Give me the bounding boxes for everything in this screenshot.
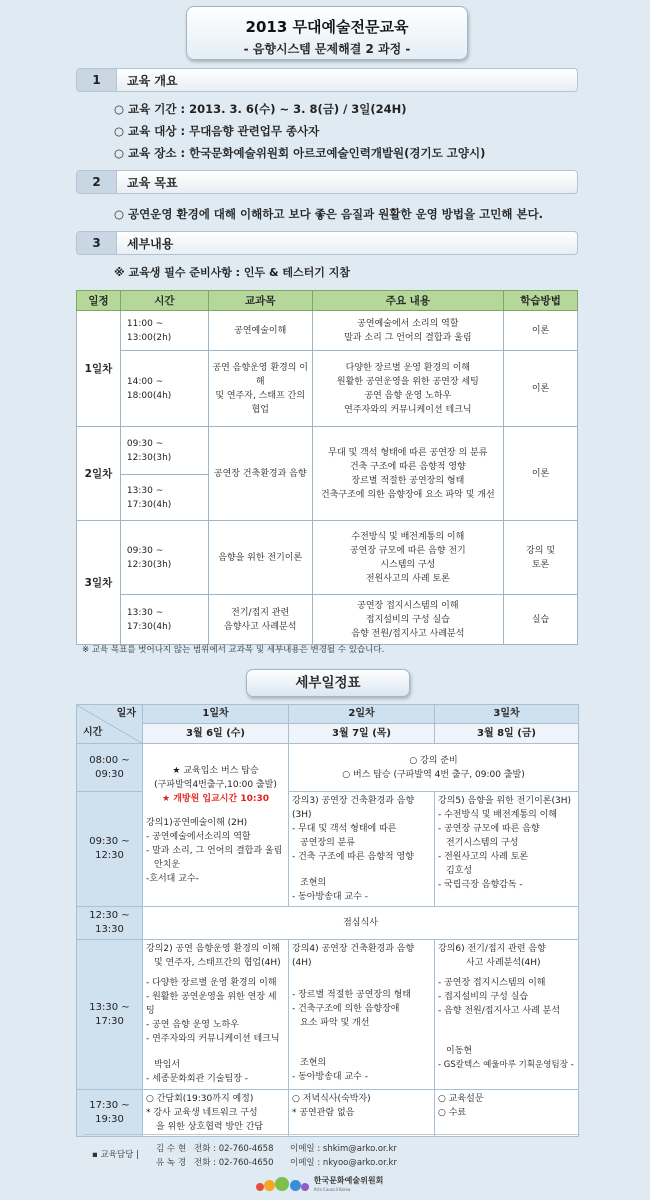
time-line: 17:30 ~ [89, 1100, 130, 1111]
time-line: 13:30 [95, 924, 124, 935]
lecture-3-cell [289, 792, 435, 907]
content-line: 음향 전원/접지사고 사례분석 [351, 628, 465, 639]
section-number: 1 [77, 69, 117, 91]
contact-label: ▪ 교육담당 | [92, 1150, 139, 1160]
header-content: 주요 내용 [312, 291, 504, 311]
prep-line: ○ 버스 탑승 (구파발역 4번 출구, 09:00 출발) [342, 769, 525, 780]
time-cell: 13:30 ~ 17:30(4h) [120, 475, 208, 521]
section-number: 3 [77, 232, 117, 254]
lecturer-affiliation: -호서대 교수- [146, 874, 199, 884]
content-line: 다양한 장르별 운영 환경의 이해 [345, 362, 471, 373]
time-cell [77, 940, 143, 1090]
course-table-header [77, 291, 578, 311]
lunch-cell: 점심식사 [143, 907, 579, 940]
lecturer-name: 안치운 [154, 860, 181, 870]
lecture-4-cell [289, 940, 435, 1090]
evening-line: 을 위한 상호협력 방안 간담 [156, 1122, 264, 1132]
overview-target: ○ 교육 대상 : 무대음향 관련업무 종사자 [114, 124, 320, 138]
table-row [77, 427, 578, 475]
header-day: 일정 [77, 291, 121, 311]
content-line: 연주자와의 커뮤니케이션 테크닉 [344, 404, 472, 415]
content-line: 건축구조에 의한 음향장애 요소 파악 및 개선 [321, 489, 495, 500]
lecturer-name: 이동현 [446, 1046, 473, 1056]
subject-line: 전기/접지 관련 [231, 607, 290, 618]
overview-location: ○ 교육 장소 : 한국문화예술위원회 아르코예술인력개발원(경기도 고양시) [114, 146, 486, 160]
method-cell: 이론 [504, 427, 578, 521]
evening-line: ○ 저녁식사(숙박자) [292, 1094, 371, 1104]
table-row [77, 351, 578, 427]
section-number: 2 [77, 171, 117, 193]
subject-line: 공연 음향운영 환경의 이해 [212, 362, 308, 387]
lecture-item: - 공연장 규모에 따른 음향 [438, 824, 540, 834]
time-cell: 09:30 ~ 12:30(3h) [120, 427, 208, 475]
content-cell [312, 521, 504, 595]
evening-line: * 강사 교육생 네트워크 구성 [146, 1108, 258, 1118]
table-row [77, 940, 579, 1090]
subject-cell [208, 595, 312, 645]
lecture-title: 강의4) 공연장 건축환경과 음향(4H) [292, 944, 415, 968]
lecture-item: - 연주자와의 커뮤니케이션 테크닉 [146, 1034, 280, 1044]
lecture-item: 요소 파악 및 개선 [300, 1018, 370, 1028]
method-cell: 실습 [504, 595, 578, 645]
table-row [77, 744, 579, 792]
lecture-5-cell [435, 792, 579, 907]
lecture-title: 및 연주자, 스태프간의 협업(4H) [154, 958, 281, 968]
table-row [77, 1090, 579, 1137]
overview-period: ○ 교육 기간 : 2013. 3. 6(수) ~ 3. 8(금) / 3일(24H) [114, 102, 407, 116]
subject-cell [208, 351, 312, 427]
content-line: 공연장 규모에 따른 음향 전기 [349, 545, 466, 556]
lecture-item: - 다양한 장르별 운영 환경의 이해 [146, 978, 277, 988]
day-cell: 2일차 [77, 427, 121, 521]
lecture-1-title: 강의1)공연예술이해 (2H) [146, 818, 248, 828]
content-line: 접지설비의 구성 실습 [365, 614, 450, 625]
lecturer-affiliation: - 세종문화회관 기술팀장 - [146, 1074, 249, 1084]
lecture-item: - 전원사고의 사례 토론 [438, 852, 529, 862]
method-cell: 이론 [504, 311, 578, 351]
time-cell [77, 744, 143, 792]
section-label: 교육 목표 [127, 175, 178, 190]
evening-line: ○ 간담회(19:30까지 예정) [146, 1094, 254, 1104]
schedule-day-row [77, 705, 579, 724]
content-line: 무대 및 객석 형태에 따른 공연장 의 분류 [328, 447, 488, 458]
day1-arrival-cell [143, 744, 289, 907]
lecture-item: - 건축구조에 의한 음향장애 [292, 1004, 400, 1014]
lecture-title: 강의3) 공연장 건축환경과 음향(3H) [292, 796, 415, 820]
time-cell: 13:30 ~ 17:30(4h) [120, 595, 208, 645]
day-cell: 1일차 [77, 311, 121, 427]
logo-icon [256, 1177, 306, 1194]
subject-cell: 음향을 위한 전기이론 [208, 521, 312, 595]
evening-day1-cell [143, 1090, 289, 1137]
lecture-item: - 음향 전원/접지사고 사례 분석 [438, 1006, 561, 1016]
check-in-time: ★ 개방원 입교시간 10:30 [162, 794, 269, 804]
lecture-item: 전기시스템의 구성 [446, 838, 519, 848]
schedule-table [76, 704, 579, 1137]
time-cell: 11:00 ~ 13:00(2h) [120, 311, 208, 351]
content-line: 수전방식 및 배전계통의 이해 [351, 531, 465, 542]
subject-line: 및 연주자, 스태프 간의 협업 [215, 390, 306, 415]
corner-time: 시간 [83, 727, 103, 738]
date-header: 3월 7일 (목) [289, 724, 435, 744]
lecture-item: - 건축 구조에 따른 음향적 영향 [292, 852, 414, 862]
lecture-item: - 장르별 적절한 공연장의 형태 [292, 990, 412, 1000]
lecturer-name: 조현의 [300, 1058, 327, 1068]
org-logo [256, 1176, 383, 1194]
lecture-title: 강의5) 음향을 위한 전기이론(3H) [438, 796, 571, 806]
lecture-item: - 무대 및 객석 형태에 따른 [292, 824, 397, 834]
lecture-title: 강의2) 공연 음향운영 환경의 이해 [146, 944, 280, 954]
date-header: 3월 6일 (수) [143, 724, 289, 744]
corner-day: 일자 [116, 708, 136, 719]
course-table [76, 290, 578, 645]
prep-note: ※ 교육생 필수 준비사항 : 인두 & 테스터기 지참 [114, 266, 350, 279]
goal-text: ○ 공연운영 환경에 대해 이해하고 보다 좋은 음질과 원활한 운영 방법을 고민해 본다. [114, 207, 544, 221]
evening-line: ○ 교육설문 [438, 1094, 484, 1104]
corner-cell [77, 705, 143, 744]
time-line: 17:30 [95, 1015, 124, 1027]
lecture-1-item: - 말과 소리, 그 언어의 결합과 울림 [146, 846, 283, 856]
content-line: 건축 구조에 따른 음향적 영향 [349, 461, 466, 472]
content-cell [312, 595, 504, 645]
lecture-2-cell [143, 940, 289, 1090]
lecturer-affiliation: - 동아방송대 교수 - [292, 1072, 368, 1082]
time-line: 19:30 [95, 1114, 124, 1125]
lecture-1-item: - 공연예술에서소리의 역할 [146, 832, 251, 842]
contact-name: 김 수 현 [156, 1144, 187, 1154]
contact-phone: 전화 : 02-760-4658 [194, 1144, 274, 1154]
bus-boarding: ★ 교육입소 버스 탑승 [172, 766, 259, 776]
header-method: 학습방법 [504, 291, 578, 311]
org-sub: Arts Council Korea [313, 1187, 351, 1192]
evening-day2-cell [289, 1090, 435, 1137]
day-header: 3일차 [435, 705, 579, 724]
table-note: ※ 교육 목표를 벗어나지 않는 범위에서 교과목 및 세부내용은 변경될 수 있습니다. [82, 645, 385, 655]
lecture-item: - 공연장 접지시스템의 이해 [438, 978, 546, 988]
method-cell [504, 521, 578, 595]
bus-location: (구파발역4번출구,10:00 출발) [154, 780, 277, 790]
lecturer-affiliation: - GS칼텍스 예울마루 기획운영팀장 - [438, 1060, 574, 1070]
content-line: 말과 소리 그 언어의 결합과 울림 [344, 332, 472, 343]
content-cell [312, 351, 504, 427]
time-line: 12:30 ~ [89, 910, 130, 921]
footer-divider [84, 1134, 580, 1135]
content-line: 장르별 적절한 공연장의 형태 [351, 475, 465, 486]
section-label: 교육 개요 [127, 73, 178, 88]
lecture-item: - 접지설비의 구성 실습 [438, 992, 529, 1002]
table-row [77, 521, 578, 595]
time-line: 09:30 [95, 768, 124, 780]
content-line: 공연장 접지시스템의 이해 [357, 600, 459, 611]
contact-phone: 전화 : 02-760-4650 [194, 1158, 274, 1168]
time-cell [77, 907, 143, 940]
time-cell: 09:30 ~ 12:30(3h) [120, 521, 208, 595]
lecture-6-cell [435, 940, 579, 1090]
title-box [186, 6, 468, 60]
contact-email: 이메일 : nkyoo@arko.or.kr [290, 1158, 397, 1168]
time-line: 13:30 ~ [89, 1001, 130, 1013]
table-row [77, 311, 578, 351]
prep-line: ○ 강의 준비 [409, 755, 458, 766]
method-cell: 이론 [504, 351, 578, 427]
method-line: 토론 [531, 559, 550, 570]
content-line: 시스템의 구성 [380, 559, 436, 570]
lecture-title: 사고 사례분석(4H) [466, 958, 541, 968]
date-header: 3월 8일 (금) [435, 724, 579, 744]
header-time: 시간 [120, 291, 208, 311]
lecturer-name: 조현의 [300, 878, 327, 888]
schedule-date-row [77, 724, 579, 744]
page-subtitle: - 음향시스템 문제해결 2 과정 - [243, 42, 411, 56]
content-cell [312, 311, 504, 351]
evening-line: ○ 수료 [438, 1108, 467, 1118]
lecturer-affiliation: - 국립극장 음향감독 - [438, 880, 523, 890]
contact-email: 이메일 : shkim@arko.or.kr [290, 1144, 397, 1154]
time-line: 08:00 ~ [89, 754, 130, 766]
lecturer-affiliation: - 동아방송대 교수 - [292, 892, 368, 902]
time-line: 12:30 [95, 850, 124, 861]
subject-cell: 공연장 건축환경과 음향 [208, 427, 312, 521]
page-title: 2013 무대예술전문교육 [245, 18, 409, 36]
lecture-item: - 공연 음향 운영 노하우 [146, 1020, 239, 1030]
content-line: 전원사고의 사례 토론 [365, 573, 450, 584]
content-line: 공연 음향 운영 노하우 [364, 390, 452, 401]
day-cell: 3일차 [77, 521, 121, 645]
table-row [77, 595, 578, 645]
schedule-title: 세부일정표 [246, 669, 410, 697]
time-cell [77, 1090, 143, 1137]
method-line: 강의 및 [526, 545, 556, 556]
section-label: 세부내용 [127, 236, 174, 251]
content-line: 원활한 공연운영을 위한 공연장 세팅 [336, 376, 479, 387]
lecture-item: 공연장의 분류 [300, 838, 356, 848]
subject-cell: 공연예술이해 [208, 311, 312, 351]
lecture-title: 강의6) 전기/접지 관련 음향 [438, 944, 546, 954]
section-3-header [76, 231, 578, 255]
time-cell [77, 792, 143, 907]
lecturer-name: 박임서 [154, 1060, 181, 1070]
subject-line: 음향사고 사례분석 [224, 621, 297, 632]
lecture-item: - 수전방식 및 배전계통의 이해 [438, 810, 558, 820]
content-line: 공연예술에서 소리의 역할 [357, 318, 459, 329]
header-subject: 교과목 [208, 291, 312, 311]
day23-prep-cell [289, 744, 579, 792]
time-line: 09:30 ~ [89, 836, 130, 847]
lecturer-name: 김호성 [446, 866, 473, 876]
table-row [77, 907, 579, 940]
evening-line: * 공연관람 없음 [292, 1108, 355, 1118]
content-cell [312, 427, 504, 521]
evening-day3-cell [435, 1090, 579, 1137]
org-name: 한국문화예술위원회 [313, 1176, 384, 1185]
section-1-header [76, 68, 578, 92]
time-cell: 14:00 ~ 18:00(4h) [120, 351, 208, 427]
section-2-header [76, 170, 578, 194]
day-header: 2일차 [289, 705, 435, 724]
day-header: 1일차 [143, 705, 289, 724]
lecture-item: - 원활한 공연운영을 위한 연장 세팅 [146, 992, 277, 1016]
contact-name: 유 녹 경 [156, 1158, 187, 1168]
